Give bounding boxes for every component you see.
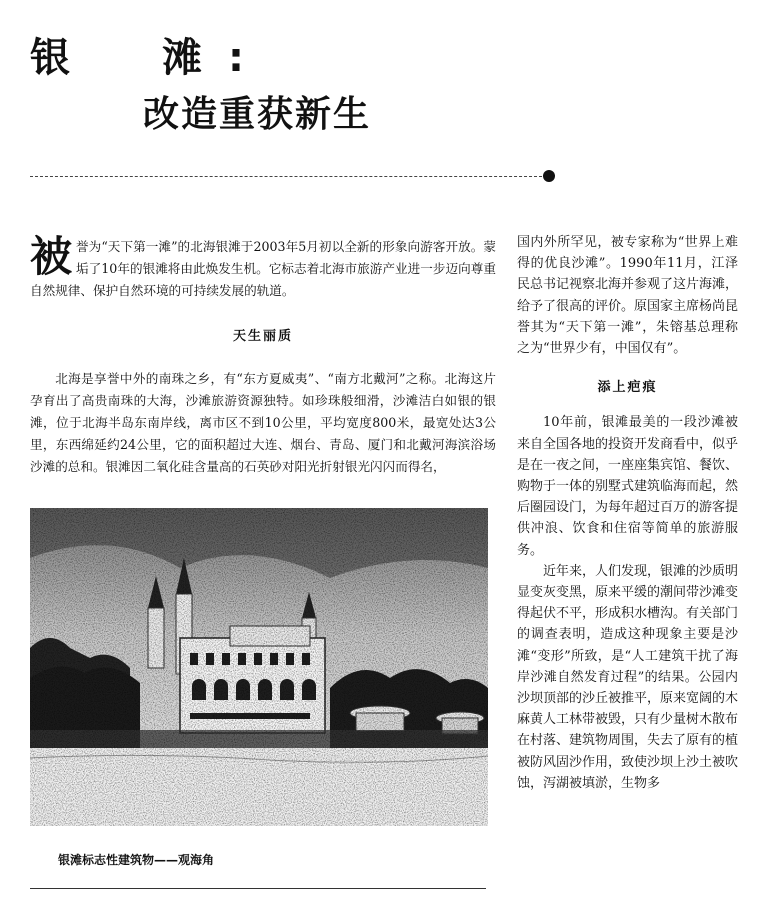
section-heading-scars: 添上疤痕 [597,380,658,396]
divider-dot-icon [543,170,555,182]
left-column [30,232,496,478]
right-paragraph-2: 10年前，银滩最美的一段沙滩被来自全国各地的投资开发商看中，似乎是在一夜之间，一座座集宾馆、餐饮、购物于一体的别墅式建筑临海而起，然后圈园设门，为每年超过百万的游客提供冲浪、饮食和住宿等简单的旅游服务。 [517,415,739,558]
right-paragraph-1: 国内外所罕见，被专家称为“世界上难得的优良沙滩”。1990年11月，江泽民总书记视察北海并参观了这片海滩，给予了很高的评价。原国家主席杨尚昆誉其为“天下第一滩”，朱镕基总理称之为“世界少有，中国仅有”。 [517,235,739,357]
right-column [517,232,738,794]
intro-paragraph [30,232,496,302]
dotted-divider [30,176,547,177]
drop-cap: 被 [30,232,73,281]
bottom-rule [30,888,486,889]
intro-text: 誉为“天下第一滩”的北海银滩于2003年5月初以全新的形象向游客开放。蒙垢了10年的银滩将由此焕发生机。它标志着北海市旅游产业进一步迈向尊重自然规律、保护自然环境的可持续发展的轨道。 [30,239,496,298]
photo-caption: 银滩标志性建筑物——观海角 [58,853,215,867]
article-title-sub: 改造重获新生 [143,94,372,135]
section-heading-natural-beauty: 天生丽质 [232,329,293,344]
beach-building-photo [30,508,488,826]
article-title-main: 银 滩: [30,35,270,81]
right-paragraph-3: 近年来，人们发现，银滩的沙质明显变灰变黑，原来平缓的潮间带沙滩变得起伏不平，形成积水槽沟。有关部门的调查表明，造成这种现象主要是沙滩“变形”所致，是“人工建筑干扰了海岸沙滩自然发育过程”的结果。公园内沙坝顶部的沙丘被推平，原来宽阔的木麻黄人工林带被毁，只有少量树木散布在村落、建筑物周围，失去了原有的植被防风固沙作用，致使沙坝上沙土被吹蚀，泻湖被填淤，生物多 [517,563,739,791]
body-paragraph-1: 北海是享誉中外的南珠之乡，有“东方夏威夷”、“南方北戴河”之称。北海这片孕育出了高贵南珠的大海，沙滩旅游资源独特。如珍珠般细滑，沙滩洁白如银的银滩，位于北海半岛东南岸线，离市区不到10公里，平均宽度800米，最宽处达3公里，东西绵延约24公里，它的面积超过大连、烟台、青岛、厦门和北戴河海滨浴场沙滩的总和。银滩因二氧化硅含量高的石英砂对阳光折射银光闪闪而得名， [30,371,496,474]
